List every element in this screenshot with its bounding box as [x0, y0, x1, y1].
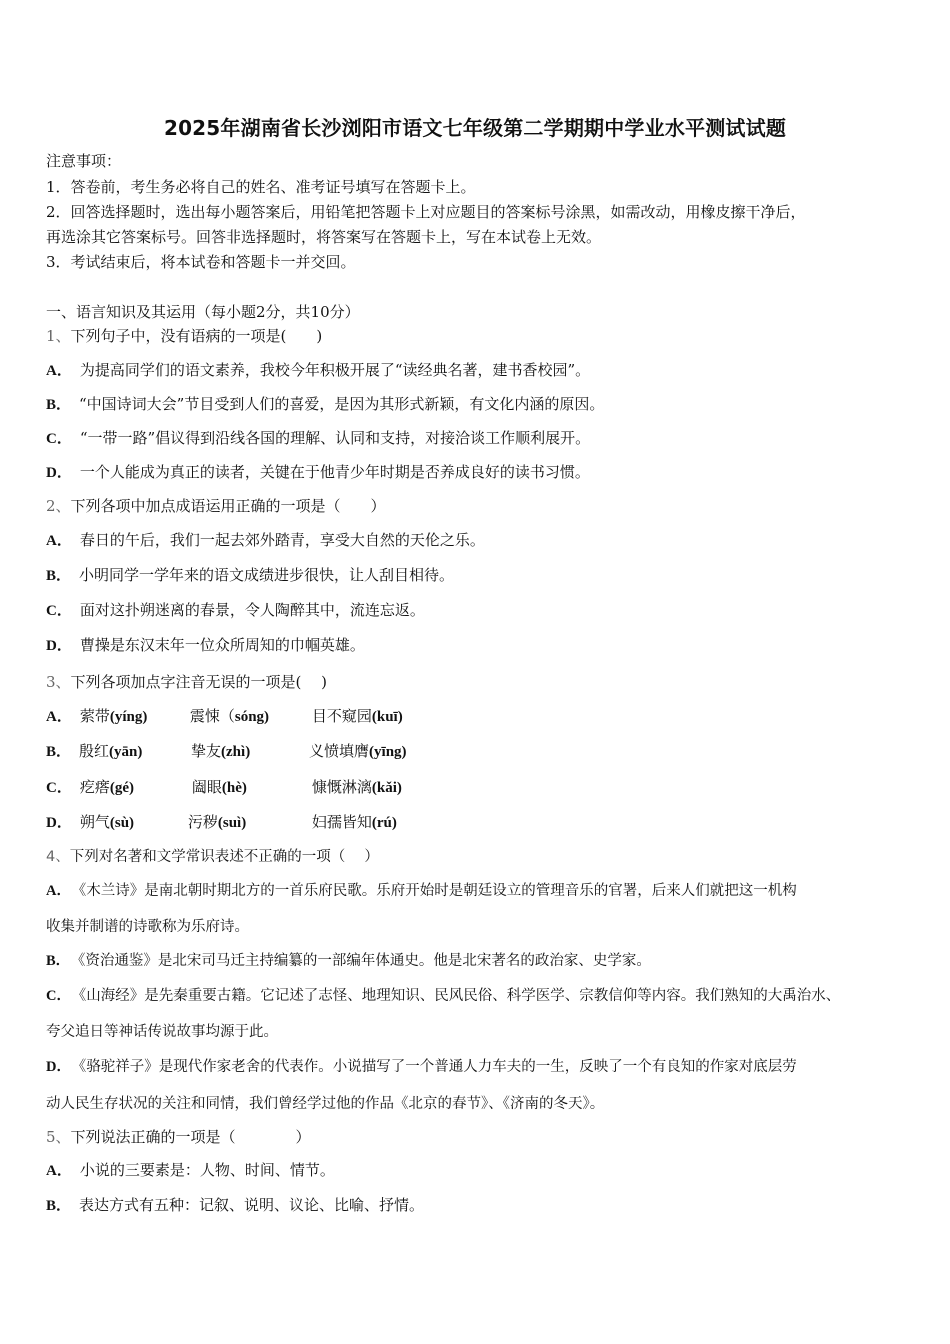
- option-label: D．: [46, 638, 72, 654]
- question-number: 1、: [46, 327, 71, 345]
- question-text: 下列各项加点字注音无误的一项是( ): [70, 673, 328, 691]
- option-text: “中国诗词大会”节目受到人们的喜爱，是因为其形式新颖，有文化内涵的原因。: [79, 395, 605, 413]
- option-text: “一带一路”倡议得到沿线各国的理解、认同和支持，对接洽谈工作顺利展开。: [79, 429, 591, 447]
- option-label: D．: [46, 815, 72, 831]
- option-d-continued: 动人民生存状况的关注和同情，我们曾经学过他的作品《北京的春节》、《济南的冬天》。: [46, 1096, 605, 1112]
- option-a: [46, 530, 485, 551]
- pinyin: (hè): [221, 780, 247, 796]
- option-a: [46, 706, 403, 727]
- question-2-stem: [46, 496, 386, 516]
- pinyin: (yīng): [369, 744, 407, 760]
- question-5-stem: [46, 1127, 311, 1147]
- option-c-continued: 夸父追日等神话传说故事均源于此。: [46, 1024, 278, 1040]
- option-label: A．: [46, 363, 72, 379]
- option-a: [46, 881, 797, 901]
- word: 朔气: [79, 813, 110, 831]
- option-b: [46, 951, 651, 971]
- option-label: A．: [46, 709, 72, 725]
- document-title: 2025年湖南省长沙浏阳市语文七年级第二学期期中学业水平测试试题: [163, 116, 787, 140]
- question-number: 4、: [46, 849, 70, 865]
- word: 阖眼: [191, 778, 222, 796]
- notice-item: 1．答卷前，考生务必将自己的姓名、准考证号填写在答题卡上。: [46, 178, 476, 196]
- question-text: 下列各项中加点成语运用正确的一项是（ ）: [70, 497, 386, 515]
- question-text: 下列句子中，没有语病的一项是( ): [70, 327, 323, 345]
- pinyin: (rú): [371, 815, 397, 831]
- question-text: 下列对名著和文学常识表述不正确的一项（ ）: [69, 849, 379, 865]
- option-c: [46, 986, 840, 1006]
- pinyin: (kuī): [371, 709, 403, 725]
- notice-item: 再选涂其它答案标号。回答非选择题时，将答案写在答题卡上，写在本试卷上无效。: [46, 228, 602, 246]
- option-label: B．: [46, 953, 71, 969]
- option-label: C．: [46, 780, 72, 796]
- option-text: 面对这扑朔迷离的春景，令人陶醉其中，流连忘返。: [79, 601, 425, 619]
- option-b: [46, 394, 604, 415]
- pinyin: (sù): [109, 815, 135, 831]
- notice-item: 3．考试结束后，将本试卷和答题卡一并交回。: [46, 253, 356, 271]
- notice-heading: 注意事项：: [46, 152, 122, 170]
- option-text: 表达方式有五种：记叙、说明、议论、比喻、抒情。: [79, 1196, 425, 1214]
- word: 疙瘩: [79, 778, 110, 796]
- word: 目不窥园: [311, 707, 372, 725]
- pinyin: (suì): [217, 815, 247, 831]
- option-label: A．: [46, 883, 71, 899]
- option-c: [46, 777, 402, 798]
- option-b: [46, 1195, 424, 1216]
- pinyin: (yān): [109, 744, 143, 760]
- option-label: B．: [46, 568, 72, 584]
- question-number: 5、: [46, 1128, 71, 1146]
- option-d: [46, 462, 590, 483]
- option-d: [46, 1057, 797, 1077]
- option-text: 《木兰诗》是南北朝时期北方的一首乐府民歌。乐府开始时是朝廷设立的管理音乐的官署，后来人们就把这一机构: [78, 883, 797, 899]
- question-4-stem: [46, 847, 379, 867]
- word: 萦带: [79, 707, 110, 725]
- word: 震悚（: [189, 707, 235, 725]
- question-1-stem: [46, 326, 322, 346]
- word: 挚友: [191, 742, 222, 760]
- option-text: 《山海经》是先秦重要古籍。它记述了志怪、地理知识、民风民俗、科学医学、宗教信仰等内容。我们熟知的大禹治水、: [78, 988, 841, 1004]
- option-label: C．: [46, 431, 72, 447]
- notice-item: 2．回答选择题时，选出每小题答案后，用铅笔把答题卡上对应题目的答案标号涂黑，如需改动，用橡皮擦干净后，: [46, 203, 806, 221]
- option-b: [46, 741, 407, 762]
- pinyin: sóng): [234, 709, 270, 725]
- option-c: [46, 428, 590, 449]
- pinyin: (yíng): [109, 709, 148, 725]
- option-text: 小说的三要素是：人物、时间、情节。: [79, 1161, 335, 1179]
- option-label: B．: [46, 744, 72, 760]
- word: 污秽: [187, 813, 218, 831]
- pinyin: (zhì): [221, 744, 251, 760]
- option-d: [46, 812, 397, 833]
- question-number: 3、: [46, 673, 71, 691]
- option-a: [46, 360, 590, 381]
- option-a-continued: 收集并制谱的诗歌称为乐府诗。: [46, 919, 249, 935]
- pinyin: (kǎi): [371, 780, 402, 796]
- question-number: 2、: [46, 497, 71, 515]
- option-label: C．: [46, 988, 71, 1004]
- option-label: D．: [46, 1059, 71, 1075]
- option-text: 曹操是东汉末年一位众所周知的巾帼英雄。: [79, 636, 365, 654]
- option-label: B．: [46, 1198, 72, 1214]
- option-text: 为提高同学们的语文素养，我校今年积极开展了“读经典名著，建书香校园”。: [79, 361, 591, 379]
- question-text: 下列说法正确的一项是（ ）: [70, 1128, 311, 1146]
- option-b: [46, 565, 454, 586]
- option-text: 《资治通鉴》是北宋司马迁主持编纂的一部编年体通史。他是北宋著名的政治家、史学家。: [78, 953, 651, 969]
- word: 妇孺皆知: [311, 813, 372, 831]
- question-3-stem: [46, 672, 327, 692]
- option-label: C．: [46, 603, 72, 619]
- option-d: [46, 635, 365, 656]
- option-label: B．: [46, 397, 72, 413]
- option-label: A．: [46, 1163, 72, 1179]
- word: 殷红: [79, 742, 110, 760]
- option-text: 小明同学一学年来的语文成绩进步很快，让人刮目相待。: [79, 566, 455, 584]
- option-label: A．: [46, 533, 72, 549]
- option-text: 一个人能成为真正的读者，关键在于他青少年时期是否养成良好的读书习惯。: [79, 463, 590, 481]
- word: 慷慨淋漓: [311, 778, 372, 796]
- option-c: [46, 600, 425, 621]
- word: 义愤填膺: [309, 742, 370, 760]
- option-label: D．: [46, 465, 72, 481]
- section-heading: 一、语言知识及其运用（每小题2分，共10分）: [46, 303, 360, 321]
- option-a: [46, 1160, 335, 1181]
- option-text: 春日的午后，我们一起去郊外踏青，享受大自然的天伦之乐。: [79, 531, 485, 549]
- option-text: 《骆驼祥子》是现代作家老舍的代表作。小说描写了一个普通人力车夫的一生，反映了一个有良知的作家对底层劳: [78, 1059, 797, 1075]
- pinyin: (gé): [109, 780, 135, 796]
